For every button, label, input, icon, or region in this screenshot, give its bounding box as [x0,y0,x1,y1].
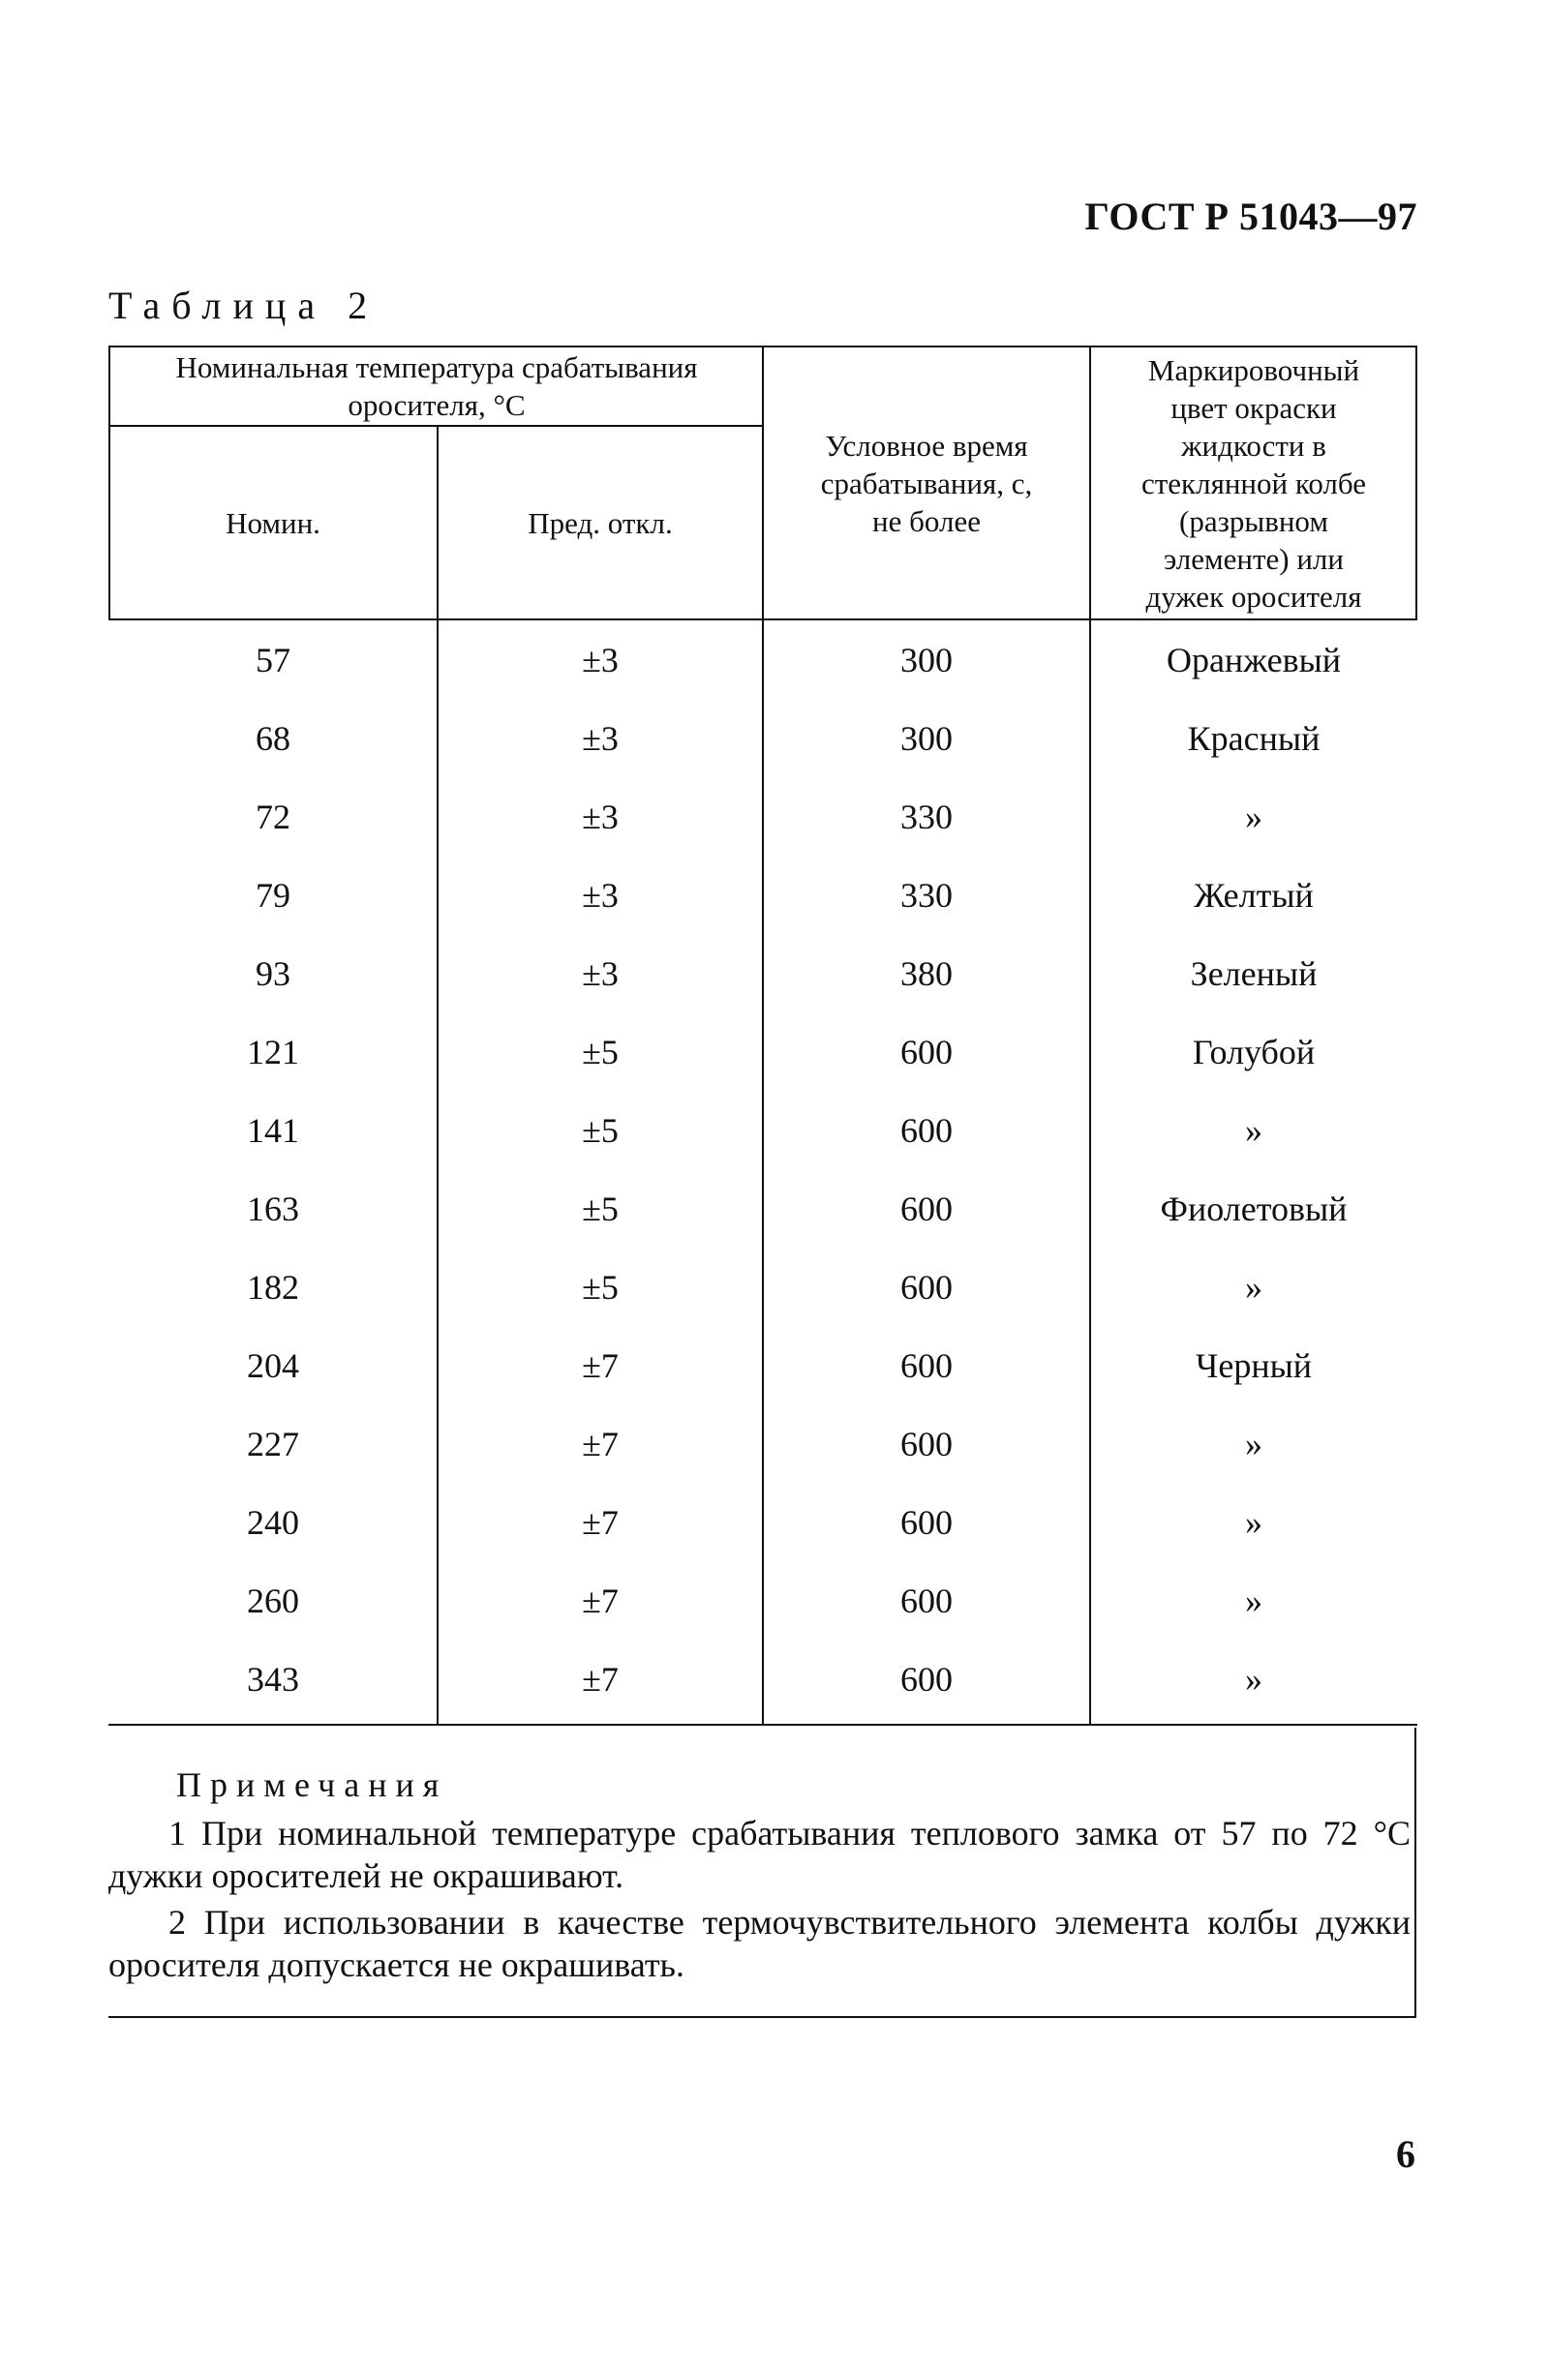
cell-deviation: ±3 [582,718,619,758]
table-row [108,1326,1417,1404]
cell-deviation: ±3 [582,797,619,836]
cell-nominal: 68 [256,718,290,758]
cell-deviation: ±7 [582,1659,619,1699]
header-deviation-label: Пред. откл. [528,505,673,540]
table-row [108,856,1417,934]
cell-time: 600 [900,1267,953,1307]
cell-nominal: 260 [247,1581,299,1620]
cell-time: 300 [900,640,953,679]
cell-nominal: 163 [247,1189,299,1228]
notes-frame-right [1414,1728,1416,2018]
cell-color: » [1245,1110,1262,1150]
table-row [108,1169,1417,1248]
cell-color: Зеленый [1190,953,1318,993]
cell-time: 600 [900,1581,953,1620]
note-item: 2 При использовании в качестве термочувствительного элемента колбы дужки оросителя допускается не окрашивать. [108,1903,1411,1984]
cell-deviation: ±3 [582,953,619,993]
cell-time: 330 [900,797,953,836]
cell-deviation: ±5 [582,1032,619,1071]
cell-deviation: ±7 [582,1581,619,1620]
table-row [108,934,1417,1012]
cell-time: 300 [900,718,953,758]
header-nominal [108,427,438,618]
cell-deviation: ±3 [582,640,619,679]
cell-nominal: 141 [247,1110,299,1150]
cell-deviation: ±7 [582,1345,619,1385]
cell-color: » [1245,1581,1262,1620]
header-time-label: Условное время срабатывания, с, не более [820,428,1033,538]
cell-time: 600 [900,1189,953,1228]
cell-nominal: 79 [256,875,290,915]
cell-color: » [1245,1267,1262,1307]
cell-deviation: ±3 [582,875,619,915]
cell-color: Желтый [1194,875,1314,915]
cell-color: Красный [1187,718,1321,758]
cell-nominal: 121 [247,1032,299,1071]
cell-nominal: 182 [247,1267,299,1307]
cell-time: 600 [900,1659,953,1699]
table-row [108,1483,1417,1561]
cell-time: 600 [900,1110,953,1150]
table-row [108,1091,1417,1169]
header-group-temperature [112,347,761,425]
cell-color: Черный [1195,1345,1313,1385]
table-caption: Таблица 2 [108,284,380,327]
notes-title: Примечания [176,1765,448,1804]
table-row [108,777,1417,856]
table-row [108,1248,1417,1326]
cell-deviation: ±7 [582,1502,619,1542]
cell-time: 380 [900,953,953,993]
table-row [108,620,1417,699]
cell-time: 330 [900,875,953,915]
table-row [108,1561,1417,1640]
cell-nominal: 57 [256,640,290,679]
notes-section [108,1763,1411,1990]
data-table [108,346,1417,1728]
cell-nominal: 227 [247,1424,299,1463]
notes-bottom-border [108,2016,1416,2018]
cell-deviation: ±5 [582,1267,619,1307]
cell-deviation: ±5 [582,1110,619,1150]
cell-deviation: ±7 [582,1424,619,1463]
cell-nominal: 343 [247,1659,299,1699]
page-number: 6 [1396,2132,1415,2176]
cell-color: Голубой [1192,1032,1316,1071]
cell-time: 600 [900,1502,953,1542]
header-marking-color [1090,347,1417,618]
cell-nominal: 240 [247,1502,299,1542]
header-group-label: Номинальная температура срабатывания оросителя, °С [175,350,698,422]
header-deviation [438,427,763,618]
table-row [108,699,1417,777]
cell-nominal: 72 [256,797,290,836]
header-color-label: Маркировочный цвет окраски жидкости в стеклянной колбе (разрывном элементе) или дужек оросителя [1140,352,1367,614]
cell-color: » [1245,1424,1262,1463]
table-row [108,1012,1417,1091]
cell-color: Оранжевый [1166,640,1342,679]
table-row [108,1404,1417,1483]
cell-color: » [1245,797,1262,836]
cell-time: 600 [900,1424,953,1463]
cell-deviation: ±5 [582,1189,619,1228]
cell-color: » [1245,1502,1262,1542]
cell-color: » [1245,1659,1262,1699]
cell-time: 600 [900,1032,953,1071]
table-row [108,1640,1417,1718]
cell-time: 600 [900,1345,953,1385]
cell-nominal: 93 [256,953,290,993]
header-nominal-label: Номин. [226,505,320,540]
header-response-time [763,347,1090,618]
cell-color: Фиолетовый [1160,1189,1348,1228]
document-code: ГОСТ Р 51043—97 [1084,195,1417,238]
note-item: 1 При номинальной температуре срабатывания теплового замка от 57 по 72 °С дужки оросителей не окрашивают. [108,1814,1411,1895]
cell-nominal: 204 [247,1345,299,1385]
